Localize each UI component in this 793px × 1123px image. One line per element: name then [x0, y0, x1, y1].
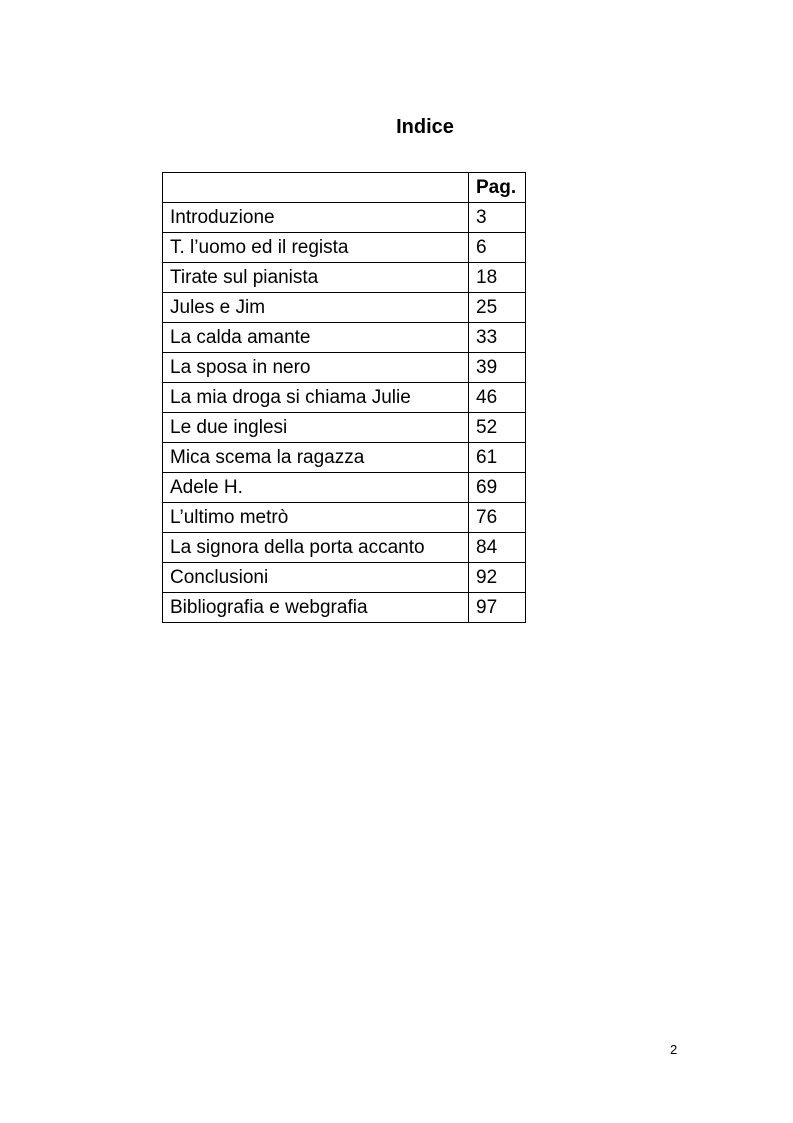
- toc-entry-title: La mia droga si chiama Julie: [163, 383, 469, 413]
- toc-entry-title: La calda amante: [163, 323, 469, 353]
- toc-entry-title: Tirate sul pianista: [163, 263, 469, 293]
- table-row: [163, 413, 526, 443]
- table-row: [163, 563, 526, 593]
- toc-entry-page: 46: [469, 383, 526, 413]
- toc-entry-page: 25: [469, 293, 526, 323]
- toc-entry-title: La sposa in nero: [163, 353, 469, 383]
- toc-entry-title: Adele H.: [163, 473, 469, 503]
- toc-entry-page: 92: [469, 563, 526, 593]
- toc-entry-title: T. l’uomo ed il regista: [163, 233, 469, 263]
- toc-entry-page: 33: [469, 323, 526, 353]
- table-row: [163, 473, 526, 503]
- table-row: [163, 233, 526, 263]
- toc-entry-title: Introduzione: [163, 203, 469, 233]
- toc-entry-page: 3: [469, 203, 526, 233]
- toc-entry-page: 39: [469, 353, 526, 383]
- toc-entry-page: 52: [469, 413, 526, 443]
- table-row: [163, 503, 526, 533]
- toc-entry-page: 76: [469, 503, 526, 533]
- table-of-contents: [162, 172, 526, 623]
- page-title: Indice: [396, 116, 454, 138]
- table-row: [163, 263, 526, 293]
- toc-entry-title: Bibliografia e webgrafia: [163, 593, 469, 623]
- toc-entry-page: 84: [469, 533, 526, 563]
- toc-entry-page: 97: [469, 593, 526, 623]
- table-row: [163, 443, 526, 473]
- toc-entry-title: Mica scema la ragazza: [163, 443, 469, 473]
- toc-header-page: Pag.: [469, 173, 526, 203]
- table-row: [163, 593, 526, 623]
- table-row: [163, 203, 526, 233]
- toc-entry-page: 6: [469, 233, 526, 263]
- toc-entry-title: Conclusioni: [163, 563, 469, 593]
- table-row: [163, 323, 526, 353]
- table-row: [163, 293, 526, 323]
- table-row: [163, 353, 526, 383]
- toc-entry-title: La signora della porta accanto: [163, 533, 469, 563]
- toc-header-row: [163, 173, 526, 203]
- toc-entry-page: 69: [469, 473, 526, 503]
- toc-entry-title: Jules e Jim: [163, 293, 469, 323]
- toc-entry-page: 18: [469, 263, 526, 293]
- toc-entry-page: 61: [469, 443, 526, 473]
- toc-entry-title: Le due inglesi: [163, 413, 469, 443]
- toc-entry-title: L’ultimo metrò: [163, 503, 469, 533]
- toc-header-title: [163, 173, 469, 203]
- table-row: [163, 533, 526, 563]
- page-number: 2: [670, 1042, 678, 1057]
- table-row: [163, 383, 526, 413]
